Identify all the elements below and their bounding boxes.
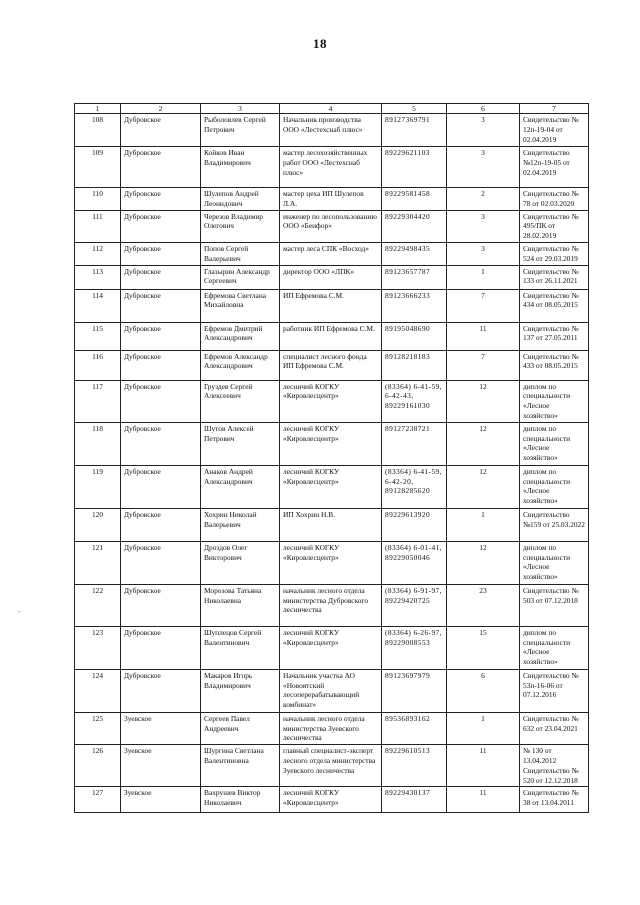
position-cell: мастер леса СПК «Восход»: [280, 242, 382, 265]
table-row: [75, 508, 589, 541]
phone-cell: 89123697979: [382, 669, 447, 712]
district-cell: Дубровское: [121, 350, 201, 380]
phone-cell: 89229613920: [382, 508, 447, 541]
table-row: [75, 147, 589, 188]
row-number-cell: 115: [75, 322, 121, 350]
experience-cell: 11: [447, 745, 520, 787]
row-number-cell: 123: [75, 626, 121, 669]
name-cell: Хохрин Николай Валерьевич: [201, 508, 280, 541]
name-cell: Вахрушев Виктор Николаевич: [201, 787, 280, 813]
table-row: [75, 712, 589, 744]
experience-cell: 12: [447, 541, 520, 584]
table-row: [75, 242, 589, 265]
experience-cell: 23: [447, 584, 520, 626]
column-header: 6: [447, 104, 520, 114]
phone-cell: 89127369791: [382, 114, 447, 147]
document-cell: диплом по специальности «Лесное хозяйство»: [520, 422, 589, 465]
name-cell: Койков Иван Владимирович: [201, 147, 280, 188]
name-cell: Ефремов Дмитрий Александрович: [201, 322, 280, 350]
name-cell: Ефремова Светлана Михайловна: [201, 289, 280, 322]
name-cell: Шургина Светлана Валентиновна: [201, 745, 280, 787]
table-row: [75, 669, 589, 712]
district-cell: Дубровское: [121, 626, 201, 669]
phone-cell: 89229581458: [382, 188, 447, 211]
district-cell: Дубровское: [121, 289, 201, 322]
position-cell: специалист лесного фонда ИП Ефремова С.М.: [280, 350, 382, 380]
experience-cell: 1: [447, 712, 520, 744]
document-cell: Свидетельство № 78 от 02.03.2020: [520, 188, 589, 211]
table-row: [75, 787, 589, 813]
margin-dash: -: [18, 607, 21, 616]
document-cell: Свидетельство № 433 от 08.05.2015: [520, 350, 589, 380]
row-number-cell: 122: [75, 584, 121, 626]
position-cell: инженер по лесопользованию ООО «Бенфор»: [280, 210, 382, 242]
position-cell: лесничий КОГКУ «Кировлесцентр»: [280, 465, 382, 508]
district-cell: Дубровское: [121, 380, 201, 422]
phone-cell: (83364) 6-01-41, 89229050046: [382, 541, 447, 584]
row-number-cell: 117: [75, 380, 121, 422]
row-number-cell: 118: [75, 422, 121, 465]
table-row: [75, 322, 589, 350]
experience-cell: 1: [447, 265, 520, 289]
experience-cell: 15: [447, 626, 520, 669]
experience-cell: 12: [447, 422, 520, 465]
phone-cell: 89123666233: [382, 289, 447, 322]
table-row: [75, 465, 589, 508]
experience-cell: 2: [447, 188, 520, 211]
experience-cell: 6: [447, 669, 520, 712]
row-number-cell: 112: [75, 242, 121, 265]
phone-cell: (83364) 6-41-59, 6-42-43, 89229161030: [382, 380, 447, 422]
document-cell: Свидетельство № 503 от 07.12.2018: [520, 584, 589, 626]
row-number-cell: 125: [75, 712, 121, 744]
position-cell: лесничий КОГКУ «Кировлесцентр»: [280, 541, 382, 584]
experience-cell: 3: [447, 114, 520, 147]
column-header: 1: [75, 104, 121, 114]
district-cell: Зуевское: [121, 712, 201, 744]
phone-cell: (83364) 6-91-97, 89229420725: [382, 584, 447, 626]
table-row: [75, 626, 589, 669]
phone-cell: 89536893162: [382, 712, 447, 744]
row-number-cell: 120: [75, 508, 121, 541]
experience-cell: 3: [447, 242, 520, 265]
phone-cell: 89229430137: [382, 787, 447, 813]
column-header: 4: [280, 104, 382, 114]
row-number-cell: 109: [75, 147, 121, 188]
experience-cell: 3: [447, 147, 520, 188]
table-row: [75, 380, 589, 422]
row-number-cell: 116: [75, 350, 121, 380]
column-header: 7: [520, 104, 589, 114]
position-cell: Начальник производства ООО «Лестехснаб плюс»: [280, 114, 382, 147]
position-cell: лесничий КОГКУ «Кировлесцентр»: [280, 626, 382, 669]
position-cell: начальник лесного отдела министерства Дубровского лесничества: [280, 584, 382, 626]
document-cell: Свидетельство № 524 от 29.03.2019: [520, 242, 589, 265]
experience-cell: 7: [447, 289, 520, 322]
district-cell: Дубровское: [121, 242, 201, 265]
table-row: [75, 541, 589, 584]
experience-cell: 12: [447, 465, 520, 508]
row-number-cell: 124: [75, 669, 121, 712]
document-cell: Свидетельство № 38 от 13.04.2011: [520, 787, 589, 813]
experience-cell: 7: [447, 350, 520, 380]
name-cell: Глазырин Александр Сергеевич: [201, 265, 280, 289]
position-cell: работник ИП Ефремова С.М.: [280, 322, 382, 350]
district-cell: Зуевское: [121, 787, 201, 813]
district-cell: Дубровское: [121, 147, 201, 188]
district-cell: Дубровское: [121, 508, 201, 541]
position-cell: ИП Ефремова С.М.: [280, 289, 382, 322]
table-row: [75, 584, 589, 626]
name-cell: Ефремов Александр Александрович: [201, 350, 280, 380]
name-cell: Попов Сергей Валерьевич: [201, 242, 280, 265]
phone-cell: 89195048690: [382, 322, 447, 350]
name-cell: Шулепов Андрей Леонидович: [201, 188, 280, 211]
name-cell: Шутов Алексей Петрович: [201, 422, 280, 465]
document-cell: № 130 от 13.04.2012 Свидетельство № 520 от 12.12.2018: [520, 745, 589, 787]
phone-cell: (83364) 6-26-97, 89229008553: [382, 626, 447, 669]
phone-cell: 89127238721: [382, 422, 447, 465]
name-cell: Дроздов Олег Викторович: [201, 541, 280, 584]
district-cell: Дубровское: [121, 322, 201, 350]
page-number: 18: [313, 36, 327, 51]
name-cell: Шуплецов Сергей Валентинович: [201, 626, 280, 669]
district-cell: Зуевское: [121, 745, 201, 787]
district-cell: Дубровское: [121, 422, 201, 465]
table-row: [75, 210, 589, 242]
phone-cell: 89123657787: [382, 265, 447, 289]
phone-cell: 89229621103: [382, 147, 447, 188]
experience-cell: 12: [447, 380, 520, 422]
row-number-cell: 121: [75, 541, 121, 584]
document-cell: Свидетельство № 133 от 26.11.2021: [520, 265, 589, 289]
row-number-cell: 110: [75, 188, 121, 211]
register-table: [74, 103, 589, 813]
position-cell: Начальник участка АО «Новоятский лесоперерабатывающий комбинат»: [280, 669, 382, 712]
row-number-cell: 111: [75, 210, 121, 242]
experience-cell: 11: [447, 322, 520, 350]
experience-cell: 1: [447, 508, 520, 541]
position-cell: лесничий КОГКУ «Кировлесцентр»: [280, 380, 382, 422]
document-cell: Свидетельство №12п-19-05 от 02.04.2019: [520, 147, 589, 188]
table-row: [75, 114, 589, 147]
name-cell: Морозова Татьяна Николаевна: [201, 584, 280, 626]
document-cell: Свидетельство №159 от 25.03.2022: [520, 508, 589, 541]
position-cell: главный специалист-эксперт лесного отдела министерства Зуевского лесничества: [280, 745, 382, 787]
column-header: 3: [201, 104, 280, 114]
document-cell: диплом по специальности «Лесное хозяйство»: [520, 465, 589, 508]
position-cell: лесничий КОГКУ «Кировлесцентр»: [280, 787, 382, 813]
district-cell: Дубровское: [121, 584, 201, 626]
column-header: 2: [121, 104, 201, 114]
row-number-cell: 126: [75, 745, 121, 787]
table-row: [75, 745, 589, 787]
row-number-cell: 113: [75, 265, 121, 289]
district-cell: Дубровское: [121, 265, 201, 289]
document-cell: диплом по специальности «Лесное хозяйство»: [520, 380, 589, 422]
row-number-cell: 108: [75, 114, 121, 147]
position-cell: мастер лесохозяйственных работ ООО «Лестехснаб плюс»: [280, 147, 382, 188]
position-cell: начальник лесного отдела министерства Зуевского лесничества: [280, 712, 382, 744]
row-number-cell: 114: [75, 289, 121, 322]
position-cell: директор ООО «ЛПК»: [280, 265, 382, 289]
experience-cell: 11: [447, 787, 520, 813]
district-cell: Дубровское: [121, 188, 201, 211]
document-cell: Свидетельство № 12п-19-04 от 02.04.2019: [520, 114, 589, 147]
document-cell: Свидетельство № 495/ПК от 28.02.2019: [520, 210, 589, 242]
column-header: 5: [382, 104, 447, 114]
table-row: [75, 422, 589, 465]
document-cell: Свидетельство № 632 от 23.04.2021: [520, 712, 589, 744]
phone-cell: 89229498435: [382, 242, 447, 265]
name-cell: Сергеев Павел Андреевич: [201, 712, 280, 744]
register-body: [75, 114, 589, 813]
position-cell: ИП Хохрин Н.В.: [280, 508, 382, 541]
district-cell: Дубровское: [121, 465, 201, 508]
phone-cell: 89229610513: [382, 745, 447, 787]
document-cell: диплом по специальности «Лесное хозяйство»: [520, 541, 589, 584]
document-cell: Свидетельство № 434 от 08.05.2015: [520, 289, 589, 322]
row-number-cell: 127: [75, 787, 121, 813]
column-number-row: [75, 104, 589, 114]
name-cell: Черезов Владимир Олегович: [201, 210, 280, 242]
name-cell: Рыболовлев Сергей Петрович: [201, 114, 280, 147]
district-cell: Дубровское: [121, 541, 201, 584]
district-cell: Дубровское: [121, 669, 201, 712]
phone-cell: (83364) 6-41-59, 6-42-20, 89128285620: [382, 465, 447, 508]
name-cell: Анаков Андрей Александрович: [201, 465, 280, 508]
district-cell: Дубровское: [121, 114, 201, 147]
phone-cell: 89229304420: [382, 210, 447, 242]
phone-cell: 89128218183: [382, 350, 447, 380]
district-cell: Дубровское: [121, 210, 201, 242]
name-cell: Макаров Игорь Владимирович: [201, 669, 280, 712]
table-row: [75, 188, 589, 211]
table-row: [75, 289, 589, 322]
table-row: [75, 265, 589, 289]
position-cell: лесничий КОГКУ «Кировлесцентр»: [280, 422, 382, 465]
document-cell: диплом по специальности «Лесное хозяйство»: [520, 626, 589, 669]
document-cell: Свидетельство № 53п-16-06 от 07.12.2016: [520, 669, 589, 712]
experience-cell: 3: [447, 210, 520, 242]
table-row: [75, 350, 589, 380]
position-cell: мастер цеха ИП Шулепов Л.А.: [280, 188, 382, 211]
row-number-cell: 119: [75, 465, 121, 508]
document-cell: Свидетельство № 137 от 27.05.2011: [520, 322, 589, 350]
name-cell: Груздев Сергей Алексеевич: [201, 380, 280, 422]
